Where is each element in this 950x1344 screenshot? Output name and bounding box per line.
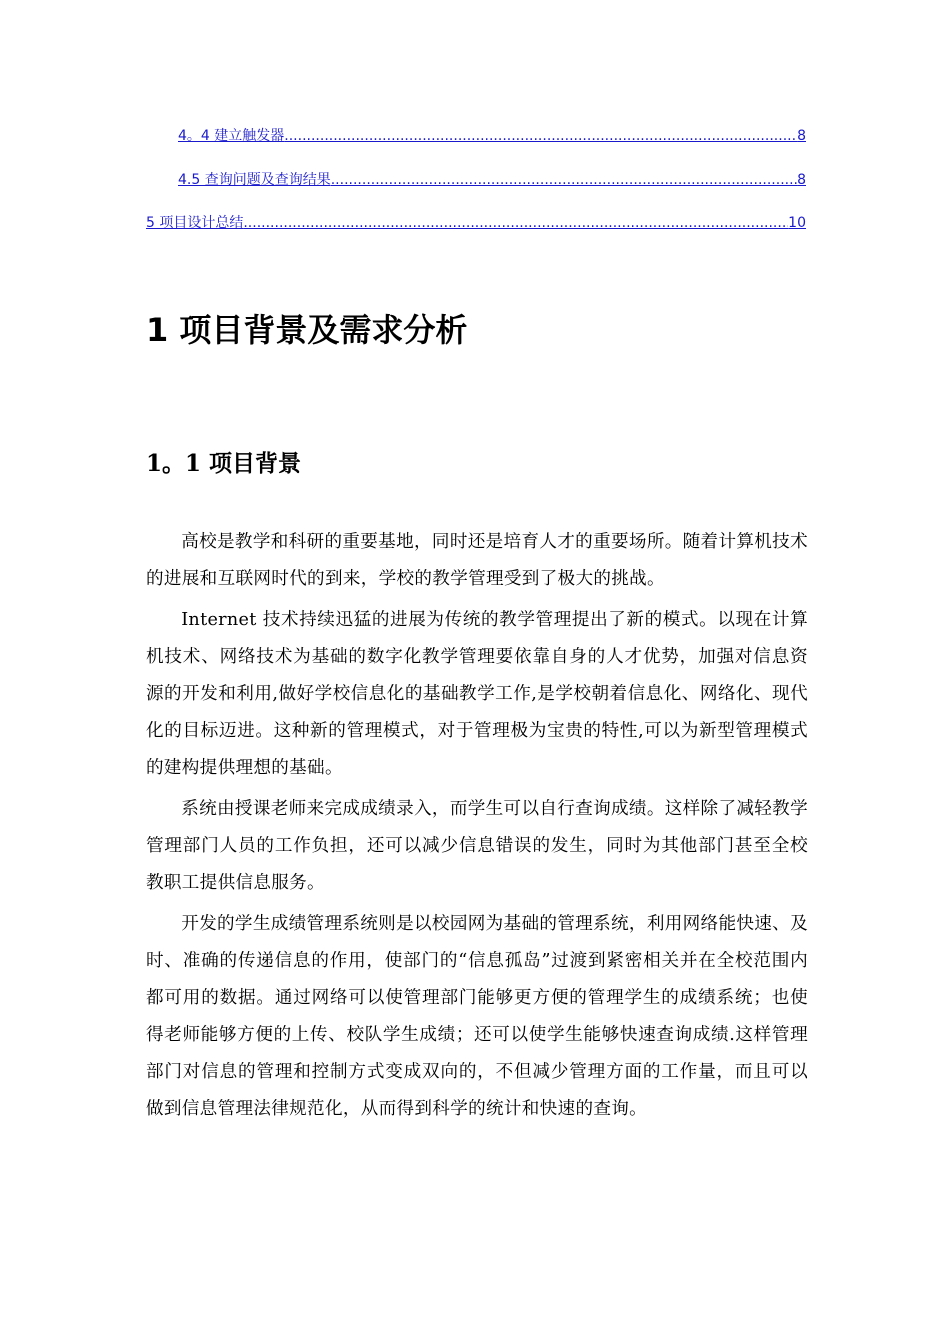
paragraph: 高校是教学和科研的重要基地，同时还是培育人才的重要场所。随着计算机技术的进展和互联网时代的到来，学校的教学管理受到了极大的挑战。 xyxy=(146,532,808,589)
heading-2: 1。1 项目背景 xyxy=(146,450,302,477)
paragraph: 系统由授课老师来完成成绩录入，而学生可以自行查询成绩。这样除了减轻教学管理部门人员的工作负担，还可以减少信息错误的发生，同时为其他部门甚至全校教职工提供信息服务。 xyxy=(146,799,808,893)
toc-item-text: 4。4 建立触发器 xyxy=(178,128,285,144)
heading-1: 1 项目背景及需求分析 xyxy=(146,311,468,349)
toc-item-page: 8 xyxy=(797,172,806,188)
toc-leader-dots xyxy=(331,170,797,190)
body-text xyxy=(146,524,808,1132)
paragraph: 开发的学生成绩管理系统则是以校园网为基础的管理系统，利用网络能快速、及时、准确的传递信息的作用，使部门的“信息孤岛”过渡到紧密相关并在全校范围内都可用的数据。通过网络可以使管理部门能够更方便的管理学生的成绩系统；也使得老师能够方便的上传、校队学生成绩；还可以使学生能够快速查询成绩.这样管理部门对信息的管理和控制方式变成双向的，不但减少管理方面的工作量，而且可以做到信息管理法律规范化，从而得到科学的统计和快速的查询。 xyxy=(146,914,808,1119)
toc-item-page: 10 xyxy=(788,215,806,231)
toc-item-4-4[interactable] xyxy=(178,126,806,146)
toc-leader-dots xyxy=(284,126,797,146)
toc-item-5[interactable] xyxy=(146,213,806,233)
toc-item-4-5[interactable] xyxy=(178,170,806,190)
toc-leader-dots xyxy=(243,213,788,233)
toc-item-text: 4.5 查询问题及查询结果 xyxy=(178,172,331,188)
toc-item-text: 5 项目设计总结 xyxy=(146,215,244,231)
toc-item-page: 8 xyxy=(797,128,806,144)
paragraph: Internet 技术持续迅猛的进展为传统的教学管理提出了新的模式。以现在计算机技术、网络技术为基础的数字化教学管理要依靠自身的人才优势，加强对信息资源的开发和利用,做好学校信息化的基础教学工作,是学校朝着信息化、网络化、现代化的目标迈进。这种新的管理模式，对于管理极为宝贵的特性,可以为新型管理模式的建构提供理想的基础。 xyxy=(146,610,808,778)
